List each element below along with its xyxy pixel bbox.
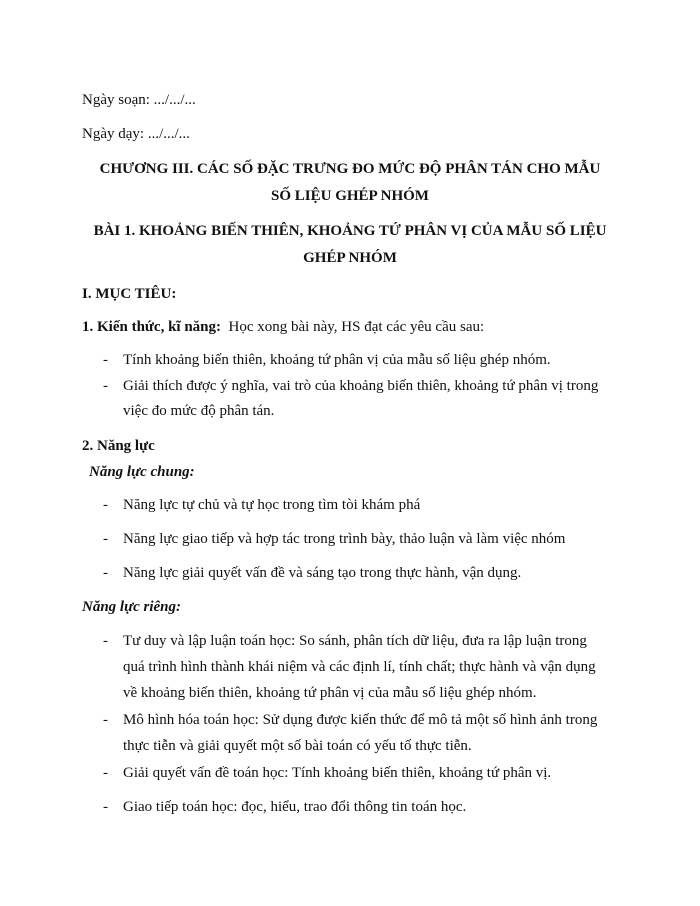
knowledge-intro: Học xong bài này, HS đạt các yêu cầu sau: (228, 319, 485, 335)
bullet-dash: - (103, 352, 108, 368)
knowledge-heading: 1. Kiến thức, kĩ năng: (82, 319, 222, 335)
knowledge-item-2: Giải thích được ý nghĩa, vai trò của khoảng biến thiên, khoảng tứ phân vị trong (123, 378, 599, 394)
bullet-dash: - (103, 378, 108, 394)
specific-competence-heading: Năng lực riêng: (82, 599, 181, 615)
specific-item-1-cont: quá trình hình thành khái niệm và các định lí, tính chất; thực hành và vận dụng (123, 659, 596, 675)
bullet-dash: - (103, 799, 108, 815)
specific-item-1: Tư duy và lập luận toán học: So sánh, phân tích dữ liệu, đưa ra lập luận trong (123, 633, 587, 649)
general-competence-heading: Năng lực chung: (89, 464, 195, 480)
knowledge-heading-row (82, 318, 484, 336)
date-prepared: Ngày soạn: .../.../... (82, 92, 196, 108)
general-item-2: Năng lực giao tiếp và hợp tác trong trình bày, thảo luận và làm việc nhóm (123, 531, 566, 547)
bullet-dash: - (103, 765, 108, 781)
lesson-title-line2: GHÉP NHÓM (303, 250, 397, 266)
specific-item-3: Giải quyết vấn đề toán học: Tính khoảng biến thiên, khoảng tứ phân vị. (123, 765, 552, 781)
specific-item-2-cont: thực tiễn và giải quyết một số bài toán có yếu tố thực tiễn. (123, 738, 472, 754)
bullet-dash: - (103, 531, 108, 547)
general-item-1: Năng lực tự chủ và tự học trong tìm tòi khám phá (123, 497, 421, 513)
general-item-3: Năng lực giải quyết vấn đề và sáng tạo trong thực hành, vận dụng. (123, 565, 522, 581)
specific-item-4: Giao tiếp toán học: đọc, hiểu, trao đổi thông tin toán học. (123, 799, 467, 815)
bullet-dash: - (103, 633, 108, 649)
specific-item-1-cont: về khoảng biến thiên, khoảng tứ phân vị của mẫu số liệu ghép nhóm. (123, 685, 537, 701)
bullet-dash: - (103, 497, 108, 513)
date-taught: Ngày dạy: .../.../... (82, 126, 190, 142)
lesson-title-line1: BÀI 1. KHOẢNG BIẾN THIÊN, KHOẢNG TỨ PHÂN VỊ CỦA MẪU SỐ LIỆU (93, 223, 607, 239)
competence-heading: 2. Năng lực (82, 438, 155, 454)
bullet-dash: - (103, 712, 108, 728)
specific-item-2: Mô hình hóa toán học: Sử dụng được kiến thức để mô tả một số hình ảnh trong (123, 712, 598, 728)
knowledge-item-1: Tính khoảng biến thiên, khoảng tứ phân vị của mẫu số liệu ghép nhóm. (123, 352, 551, 368)
section-objectives-title: I. MỤC TIÊU: (82, 286, 177, 302)
chapter-title-line1: CHƯƠNG III. CÁC SỐ ĐẶC TRƯNG ĐO MỨC ĐỘ PHÂN TÁN CHO MẪU (99, 161, 601, 177)
bullet-dash: - (103, 565, 108, 581)
knowledge-item-2-cont: việc đo mức độ phân tán. (123, 403, 275, 419)
chapter-title-line2: SỐ LIỆU GHÉP NHÓM (271, 188, 429, 204)
